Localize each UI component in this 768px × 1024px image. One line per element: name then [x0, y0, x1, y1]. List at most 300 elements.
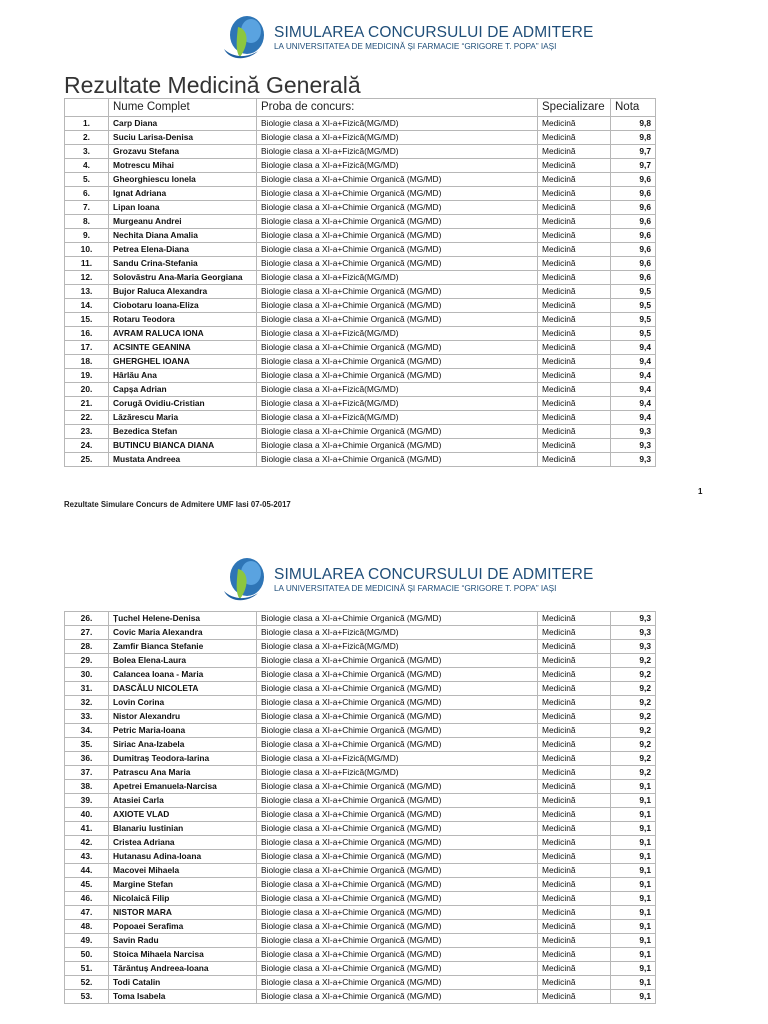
table-row [65, 850, 656, 864]
table-row [65, 780, 656, 794]
row-name: Lovin Corina [109, 696, 257, 710]
row-proba: Biologie clasa a XI-a+Fizică(MG/MD) [257, 271, 538, 285]
row-number: 50. [65, 948, 109, 962]
header-proba: Proba de concurs: [257, 99, 538, 117]
table-row [65, 145, 656, 159]
table-row [65, 948, 656, 962]
row-specializare: Medicină [538, 934, 611, 948]
row-nota: 9,2 [611, 724, 656, 738]
row-specializare: Medicină [538, 850, 611, 864]
row-specializare: Medicină [538, 766, 611, 780]
row-specializare: Medicină [538, 327, 611, 341]
row-specializare: Medicină [538, 243, 611, 257]
row-specializare: Medicină [538, 682, 611, 696]
row-specializare: Medicină [538, 453, 611, 467]
table-row [65, 990, 656, 1004]
row-name: Gheorghiescu Ionela [109, 173, 257, 187]
table-row [65, 201, 656, 215]
row-proba: Biologie clasa a XI-a+Chimie Organică (MG/MD) [257, 341, 538, 355]
table-row [65, 724, 656, 738]
table-row [65, 878, 656, 892]
row-nota: 9,6 [611, 243, 656, 257]
header-nota: Nota [611, 99, 656, 117]
table-row [65, 738, 656, 752]
row-proba: Biologie clasa a XI-a+Fizică(MG/MD) [257, 117, 538, 131]
row-proba: Biologie clasa a XI-a+Chimie Organică (MG/MD) [257, 201, 538, 215]
row-nota: 9,2 [611, 710, 656, 724]
row-proba: Biologie clasa a XI-a+Chimie Organică (MG/MD) [257, 425, 538, 439]
row-nota: 9,6 [611, 257, 656, 271]
table-row [65, 341, 656, 355]
row-specializare: Medicină [538, 187, 611, 201]
row-number: 12. [65, 271, 109, 285]
row-proba: Biologie clasa a XI-a+Chimie Organică (MG/MD) [257, 892, 538, 906]
row-specializare: Medicină [538, 299, 611, 313]
row-specializare: Medicină [538, 654, 611, 668]
row-name: Tărăntuș Andreea-Ioana [109, 962, 257, 976]
row-name: Corugă Ovidiu-Cristian [109, 397, 257, 411]
row-name: Siriac Ana-Izabela [109, 738, 257, 752]
table-header-row [65, 99, 656, 117]
table-row [65, 299, 656, 313]
row-nota: 9,6 [611, 271, 656, 285]
row-specializare: Medicină [538, 780, 611, 794]
row-proba: Biologie clasa a XI-a+Chimie Organică (MG/MD) [257, 878, 538, 892]
row-specializare: Medicină [538, 383, 611, 397]
row-nota: 9,3 [611, 640, 656, 654]
row-specializare: Medicină [538, 313, 611, 327]
row-name: Murgeanu Andrei [109, 215, 257, 229]
row-number: 42. [65, 836, 109, 850]
row-proba: Biologie clasa a XI-a+Chimie Organică (MG/MD) [257, 668, 538, 682]
row-proba: Biologie clasa a XI-a+Chimie Organică (MG/MD) [257, 654, 538, 668]
row-number: 48. [65, 920, 109, 934]
row-nota: 9,5 [611, 299, 656, 313]
results-table-page-1 [64, 98, 656, 467]
row-specializare: Medicină [538, 990, 611, 1004]
table-row [65, 173, 656, 187]
row-number: 11. [65, 257, 109, 271]
row-name: Cristea Adriana [109, 836, 257, 850]
row-number: 53. [65, 990, 109, 1004]
row-number: 13. [65, 285, 109, 299]
row-number: 23. [65, 425, 109, 439]
row-name: Patrascu Ana Maria [109, 766, 257, 780]
table-row [65, 864, 656, 878]
row-name: Popoaei Serafima [109, 920, 257, 934]
row-proba: Biologie clasa a XI-a+Chimie Organică (MG/MD) [257, 976, 538, 990]
table-row [65, 640, 656, 654]
row-proba: Biologie clasa a XI-a+Chimie Organică (MG/MD) [257, 612, 538, 626]
row-name: Blanariu Iustinian [109, 822, 257, 836]
row-specializare: Medicină [538, 271, 611, 285]
row-nota: 9,4 [611, 411, 656, 425]
row-proba: Biologie clasa a XI-a+Chimie Organică (MG/MD) [257, 948, 538, 962]
row-specializare: Medicină [538, 668, 611, 682]
row-nota: 9,6 [611, 201, 656, 215]
table-row [65, 425, 656, 439]
header-name: Nume Complet [109, 99, 257, 117]
row-nota: 9,1 [611, 794, 656, 808]
row-specializare: Medicină [538, 878, 611, 892]
row-proba: Biologie clasa a XI-a+Chimie Organică (MG/MD) [257, 257, 538, 271]
row-number: 52. [65, 976, 109, 990]
row-proba: Biologie clasa a XI-a+Chimie Organică (MG/MD) [257, 864, 538, 878]
row-specializare: Medicină [538, 341, 611, 355]
row-specializare: Medicină [538, 117, 611, 131]
row-name: AVRAM RALUCA IONA [109, 327, 257, 341]
row-number: 17. [65, 341, 109, 355]
row-nota: 9,3 [611, 425, 656, 439]
row-name: Lăzărescu Maria [109, 411, 257, 425]
row-name: Petric Maria-Ioana [109, 724, 257, 738]
row-name: Macovei Mihaela [109, 864, 257, 878]
table-row [65, 131, 656, 145]
row-proba: Biologie clasa a XI-a+Chimie Organică (MG/MD) [257, 696, 538, 710]
row-number: 2. [65, 131, 109, 145]
row-proba: Biologie clasa a XI-a+Chimie Organică (MG/MD) [257, 822, 538, 836]
row-specializare: Medicină [538, 369, 611, 383]
row-number: 3. [65, 145, 109, 159]
row-specializare: Medicină [538, 355, 611, 369]
row-proba: Biologie clasa a XI-a+Chimie Organică (MG/MD) [257, 962, 538, 976]
row-number: 22. [65, 411, 109, 425]
table-row [65, 187, 656, 201]
row-number: 25. [65, 453, 109, 467]
row-proba: Biologie clasa a XI-a+Chimie Organică (MG/MD) [257, 780, 538, 794]
row-nota: 9,2 [611, 738, 656, 752]
row-proba: Biologie clasa a XI-a+Chimie Organică (MG/MD) [257, 369, 538, 383]
row-name: ACSINTE GEANINA [109, 341, 257, 355]
row-name: Hârlău Ana [109, 369, 257, 383]
row-name: DASCĂLU NICOLETA [109, 682, 257, 696]
row-number: 1. [65, 117, 109, 131]
row-name: Todi Catalin [109, 976, 257, 990]
row-nota: 9,3 [611, 626, 656, 640]
document-title: Rezultate Medicină Generală [64, 72, 361, 98]
row-proba: Biologie clasa a XI-a+Fizică(MG/MD) [257, 131, 538, 145]
row-name: Bujor Raluca Alexandra [109, 285, 257, 299]
row-specializare: Medicină [538, 201, 611, 215]
row-proba: Biologie clasa a XI-a+Chimie Organică (MG/MD) [257, 215, 538, 229]
table-row [65, 626, 656, 640]
row-nota: 9,8 [611, 131, 656, 145]
row-number: 7. [65, 201, 109, 215]
row-proba: Biologie clasa a XI-a+Fizică(MG/MD) [257, 640, 538, 654]
row-nota: 9,1 [611, 864, 656, 878]
row-name: NISTOR MARA [109, 906, 257, 920]
table-row [65, 355, 656, 369]
row-specializare: Medicină [538, 173, 611, 187]
row-proba: Biologie clasa a XI-a+Chimie Organică (MG/MD) [257, 710, 538, 724]
university-logo-icon [218, 555, 268, 605]
row-specializare: Medicină [538, 948, 611, 962]
table-row [65, 668, 656, 682]
table-row [65, 766, 656, 780]
row-nota: 9,6 [611, 187, 656, 201]
row-proba: Biologie clasa a XI-a+Chimie Organică (MG/MD) [257, 906, 538, 920]
row-nota: 9,2 [611, 654, 656, 668]
row-number: 30. [65, 668, 109, 682]
row-number: 21. [65, 397, 109, 411]
row-name: GHERGHEL IOANA [109, 355, 257, 369]
row-number: 51. [65, 962, 109, 976]
row-name: BUTINCU BIANCA DIANA [109, 439, 257, 453]
row-name: Sandu Crina-Stefania [109, 257, 257, 271]
row-nota: 9,7 [611, 159, 656, 173]
row-number: 41. [65, 822, 109, 836]
table-row [65, 159, 656, 173]
row-nota: 9,1 [611, 962, 656, 976]
table-row [65, 117, 656, 131]
row-number: 40. [65, 808, 109, 822]
row-proba: Biologie clasa a XI-a+Fizică(MG/MD) [257, 145, 538, 159]
header-subtitle: LA UNIVERSITATEA DE MEDICINĂ ȘI FARMACIE “GRIGORE T. POPA” IAȘI [274, 42, 557, 52]
row-number: 9. [65, 229, 109, 243]
row-proba: Biologie clasa a XI-a+Chimie Organică (MG/MD) [257, 808, 538, 822]
row-name: Nicolaică Filip [109, 892, 257, 906]
row-number: 46. [65, 892, 109, 906]
row-specializare: Medicină [538, 229, 611, 243]
table-row [65, 215, 656, 229]
row-name: Hutanasu Adina-Ioana [109, 850, 257, 864]
row-proba: Biologie clasa a XI-a+Chimie Organică (MG/MD) [257, 439, 538, 453]
row-proba: Biologie clasa a XI-a+Chimie Organică (MG/MD) [257, 920, 538, 934]
row-proba: Biologie clasa a XI-a+Chimie Organică (MG/MD) [257, 724, 538, 738]
table-row [65, 397, 656, 411]
row-specializare: Medicină [538, 822, 611, 836]
row-name: AXIOTE VLAD [109, 808, 257, 822]
row-proba: Biologie clasa a XI-a+Chimie Organică (MG/MD) [257, 285, 538, 299]
row-proba: Biologie clasa a XI-a+Chimie Organică (MG/MD) [257, 313, 538, 327]
row-number: 18. [65, 355, 109, 369]
row-nota: 9,1 [611, 878, 656, 892]
row-number: 14. [65, 299, 109, 313]
table-row [65, 271, 656, 285]
row-specializare: Medicină [538, 710, 611, 724]
table-row [65, 243, 656, 257]
table-row [65, 612, 656, 626]
row-specializare: Medicină [538, 808, 611, 822]
table-row [65, 411, 656, 425]
row-nota: 9,5 [611, 327, 656, 341]
row-nota: 9,5 [611, 313, 656, 327]
row-nota: 9,3 [611, 453, 656, 467]
row-proba: Biologie clasa a XI-a+Chimie Organică (MG/MD) [257, 453, 538, 467]
row-specializare: Medicină [538, 425, 611, 439]
row-specializare: Medicină [538, 892, 611, 906]
table-row [65, 794, 656, 808]
table-row [65, 327, 656, 341]
results-table-page-2 [64, 611, 656, 1004]
row-number: 38. [65, 780, 109, 794]
table-row [65, 752, 656, 766]
row-proba: Biologie clasa a XI-a+Fizică(MG/MD) [257, 626, 538, 640]
row-nota: 9,1 [611, 934, 656, 948]
row-specializare: Medicină [538, 285, 611, 299]
header-page-1 [218, 13, 594, 63]
row-proba: Biologie clasa a XI-a+Chimie Organică (MG/MD) [257, 229, 538, 243]
row-name: Suciu Larisa-Denisa [109, 131, 257, 145]
row-specializare: Medicină [538, 131, 611, 145]
row-nota: 9,4 [611, 341, 656, 355]
row-nota: 9,1 [611, 906, 656, 920]
row-nota: 9,2 [611, 696, 656, 710]
row-nota: 9,1 [611, 808, 656, 822]
row-nota: 9,1 [611, 850, 656, 864]
row-name: Dumitraș Teodora-Iarina [109, 752, 257, 766]
row-name: Bezedica Stefan [109, 425, 257, 439]
table-row [65, 369, 656, 383]
row-number: 37. [65, 766, 109, 780]
row-nota: 9,6 [611, 173, 656, 187]
header-title: SIMULAREA CONCURSULUI DE ADMITERE [274, 565, 594, 583]
row-nota: 9,2 [611, 752, 656, 766]
row-specializare: Medicină [538, 640, 611, 654]
header-nr [65, 99, 109, 117]
row-number: 39. [65, 794, 109, 808]
table-row [65, 439, 656, 453]
row-nota: 9,3 [611, 439, 656, 453]
row-name: Carp Diana [109, 117, 257, 131]
row-name: Margine Stefan [109, 878, 257, 892]
row-nota: 9,1 [611, 836, 656, 850]
row-nota: 9,6 [611, 229, 656, 243]
footer-text: Rezultate Simulare Concurs de Admitere UMF Iasi 07-05-2017 [64, 500, 291, 509]
row-name: Bolea Elena-Laura [109, 654, 257, 668]
table-row [65, 976, 656, 990]
row-number: 20. [65, 383, 109, 397]
row-proba: Biologie clasa a XI-a+Chimie Organică (MG/MD) [257, 836, 538, 850]
row-nota: 9,1 [611, 948, 656, 962]
row-name: Toma Isabela [109, 990, 257, 1004]
table-row [65, 836, 656, 850]
row-name: Mustata Andreea [109, 453, 257, 467]
row-name: Țuchel Helene-Denisa [109, 612, 257, 626]
row-number: 5. [65, 173, 109, 187]
row-number: 28. [65, 640, 109, 654]
row-specializare: Medicină [538, 397, 611, 411]
header-title: SIMULAREA CONCURSULUI DE ADMITERE [274, 23, 594, 41]
row-name: Petrea Elena-Diana [109, 243, 257, 257]
row-specializare: Medicină [538, 257, 611, 271]
row-name: Zamfir Bianca Stefanie [109, 640, 257, 654]
row-nota: 9,4 [611, 369, 656, 383]
row-name: Atasiei Carla [109, 794, 257, 808]
row-specializare: Medicină [538, 626, 611, 640]
university-logo-icon [218, 13, 268, 63]
row-proba: Biologie clasa a XI-a+Chimie Organică (MG/MD) [257, 682, 538, 696]
row-number: 44. [65, 864, 109, 878]
row-number: 36. [65, 752, 109, 766]
row-specializare: Medicină [538, 864, 611, 878]
row-proba: Biologie clasa a XI-a+Fizică(MG/MD) [257, 383, 538, 397]
row-name: Calancea Ioana - Maria [109, 668, 257, 682]
row-nota: 9,1 [611, 780, 656, 794]
row-nota: 9,6 [611, 215, 656, 229]
row-specializare: Medicină [538, 215, 611, 229]
row-name: Grozavu Stefana [109, 145, 257, 159]
table-row [65, 229, 656, 243]
row-proba: Biologie clasa a XI-a+Chimie Organică (MG/MD) [257, 794, 538, 808]
row-number: 31. [65, 682, 109, 696]
page-number: 1 [698, 487, 703, 496]
row-nota: 9,4 [611, 355, 656, 369]
row-specializare: Medicină [538, 696, 611, 710]
row-nota: 9,8 [611, 117, 656, 131]
row-name: Capșa Adrian [109, 383, 257, 397]
row-number: 33. [65, 710, 109, 724]
table-row [65, 257, 656, 271]
header-specializare: Specializare [538, 99, 611, 117]
table-row [65, 906, 656, 920]
row-name: Lipan Ioana [109, 201, 257, 215]
row-number: 24. [65, 439, 109, 453]
row-specializare: Medicină [538, 794, 611, 808]
row-nota: 9,2 [611, 766, 656, 780]
row-specializare: Medicină [538, 411, 611, 425]
table-row [65, 892, 656, 906]
row-specializare: Medicină [538, 920, 611, 934]
row-proba: Biologie clasa a XI-a+Fizică(MG/MD) [257, 327, 538, 341]
row-nota: 9,1 [611, 990, 656, 1004]
table-row [65, 285, 656, 299]
row-nota: 9,1 [611, 976, 656, 990]
row-number: 26. [65, 612, 109, 626]
row-specializare: Medicină [538, 752, 611, 766]
row-specializare: Medicină [538, 976, 611, 990]
row-number: 35. [65, 738, 109, 752]
header-page-2 [218, 555, 594, 605]
table-row [65, 682, 656, 696]
row-number: 34. [65, 724, 109, 738]
row-proba: Biologie clasa a XI-a+Fizică(MG/MD) [257, 752, 538, 766]
row-nota: 9,1 [611, 920, 656, 934]
row-name: Ciobotaru Ioana-Eliza [109, 299, 257, 313]
table-row [65, 808, 656, 822]
table-row [65, 453, 656, 467]
row-specializare: Medicină [538, 439, 611, 453]
row-number: 32. [65, 696, 109, 710]
row-proba: Biologie clasa a XI-a+Chimie Organică (MG/MD) [257, 990, 538, 1004]
row-specializare: Medicină [538, 159, 611, 173]
row-proba: Biologie clasa a XI-a+Chimie Organică (MG/MD) [257, 355, 538, 369]
row-number: 10. [65, 243, 109, 257]
row-number: 8. [65, 215, 109, 229]
row-proba: Biologie clasa a XI-a+Chimie Organică (MG/MD) [257, 299, 538, 313]
row-number: 15. [65, 313, 109, 327]
row-specializare: Medicină [538, 724, 611, 738]
row-number: 49. [65, 934, 109, 948]
row-name: Apetrei Emanuela-Narcisa [109, 780, 257, 794]
row-proba: Biologie clasa a XI-a+Fizică(MG/MD) [257, 159, 538, 173]
row-name: Savin Radu [109, 934, 257, 948]
row-nota: 9,7 [611, 145, 656, 159]
table-row [65, 962, 656, 976]
row-proba: Biologie clasa a XI-a+Fizică(MG/MD) [257, 766, 538, 780]
row-nota: 9,2 [611, 682, 656, 696]
row-specializare: Medicină [538, 906, 611, 920]
row-proba: Biologie clasa a XI-a+Chimie Organică (MG/MD) [257, 738, 538, 752]
table-row [65, 654, 656, 668]
row-name: Rotaru Teodora [109, 313, 257, 327]
row-nota: 9,2 [611, 668, 656, 682]
row-proba: Biologie clasa a XI-a+Chimie Organică (MG/MD) [257, 850, 538, 864]
row-number: 47. [65, 906, 109, 920]
table-row [65, 934, 656, 948]
table-row [65, 696, 656, 710]
row-specializare: Medicină [538, 962, 611, 976]
